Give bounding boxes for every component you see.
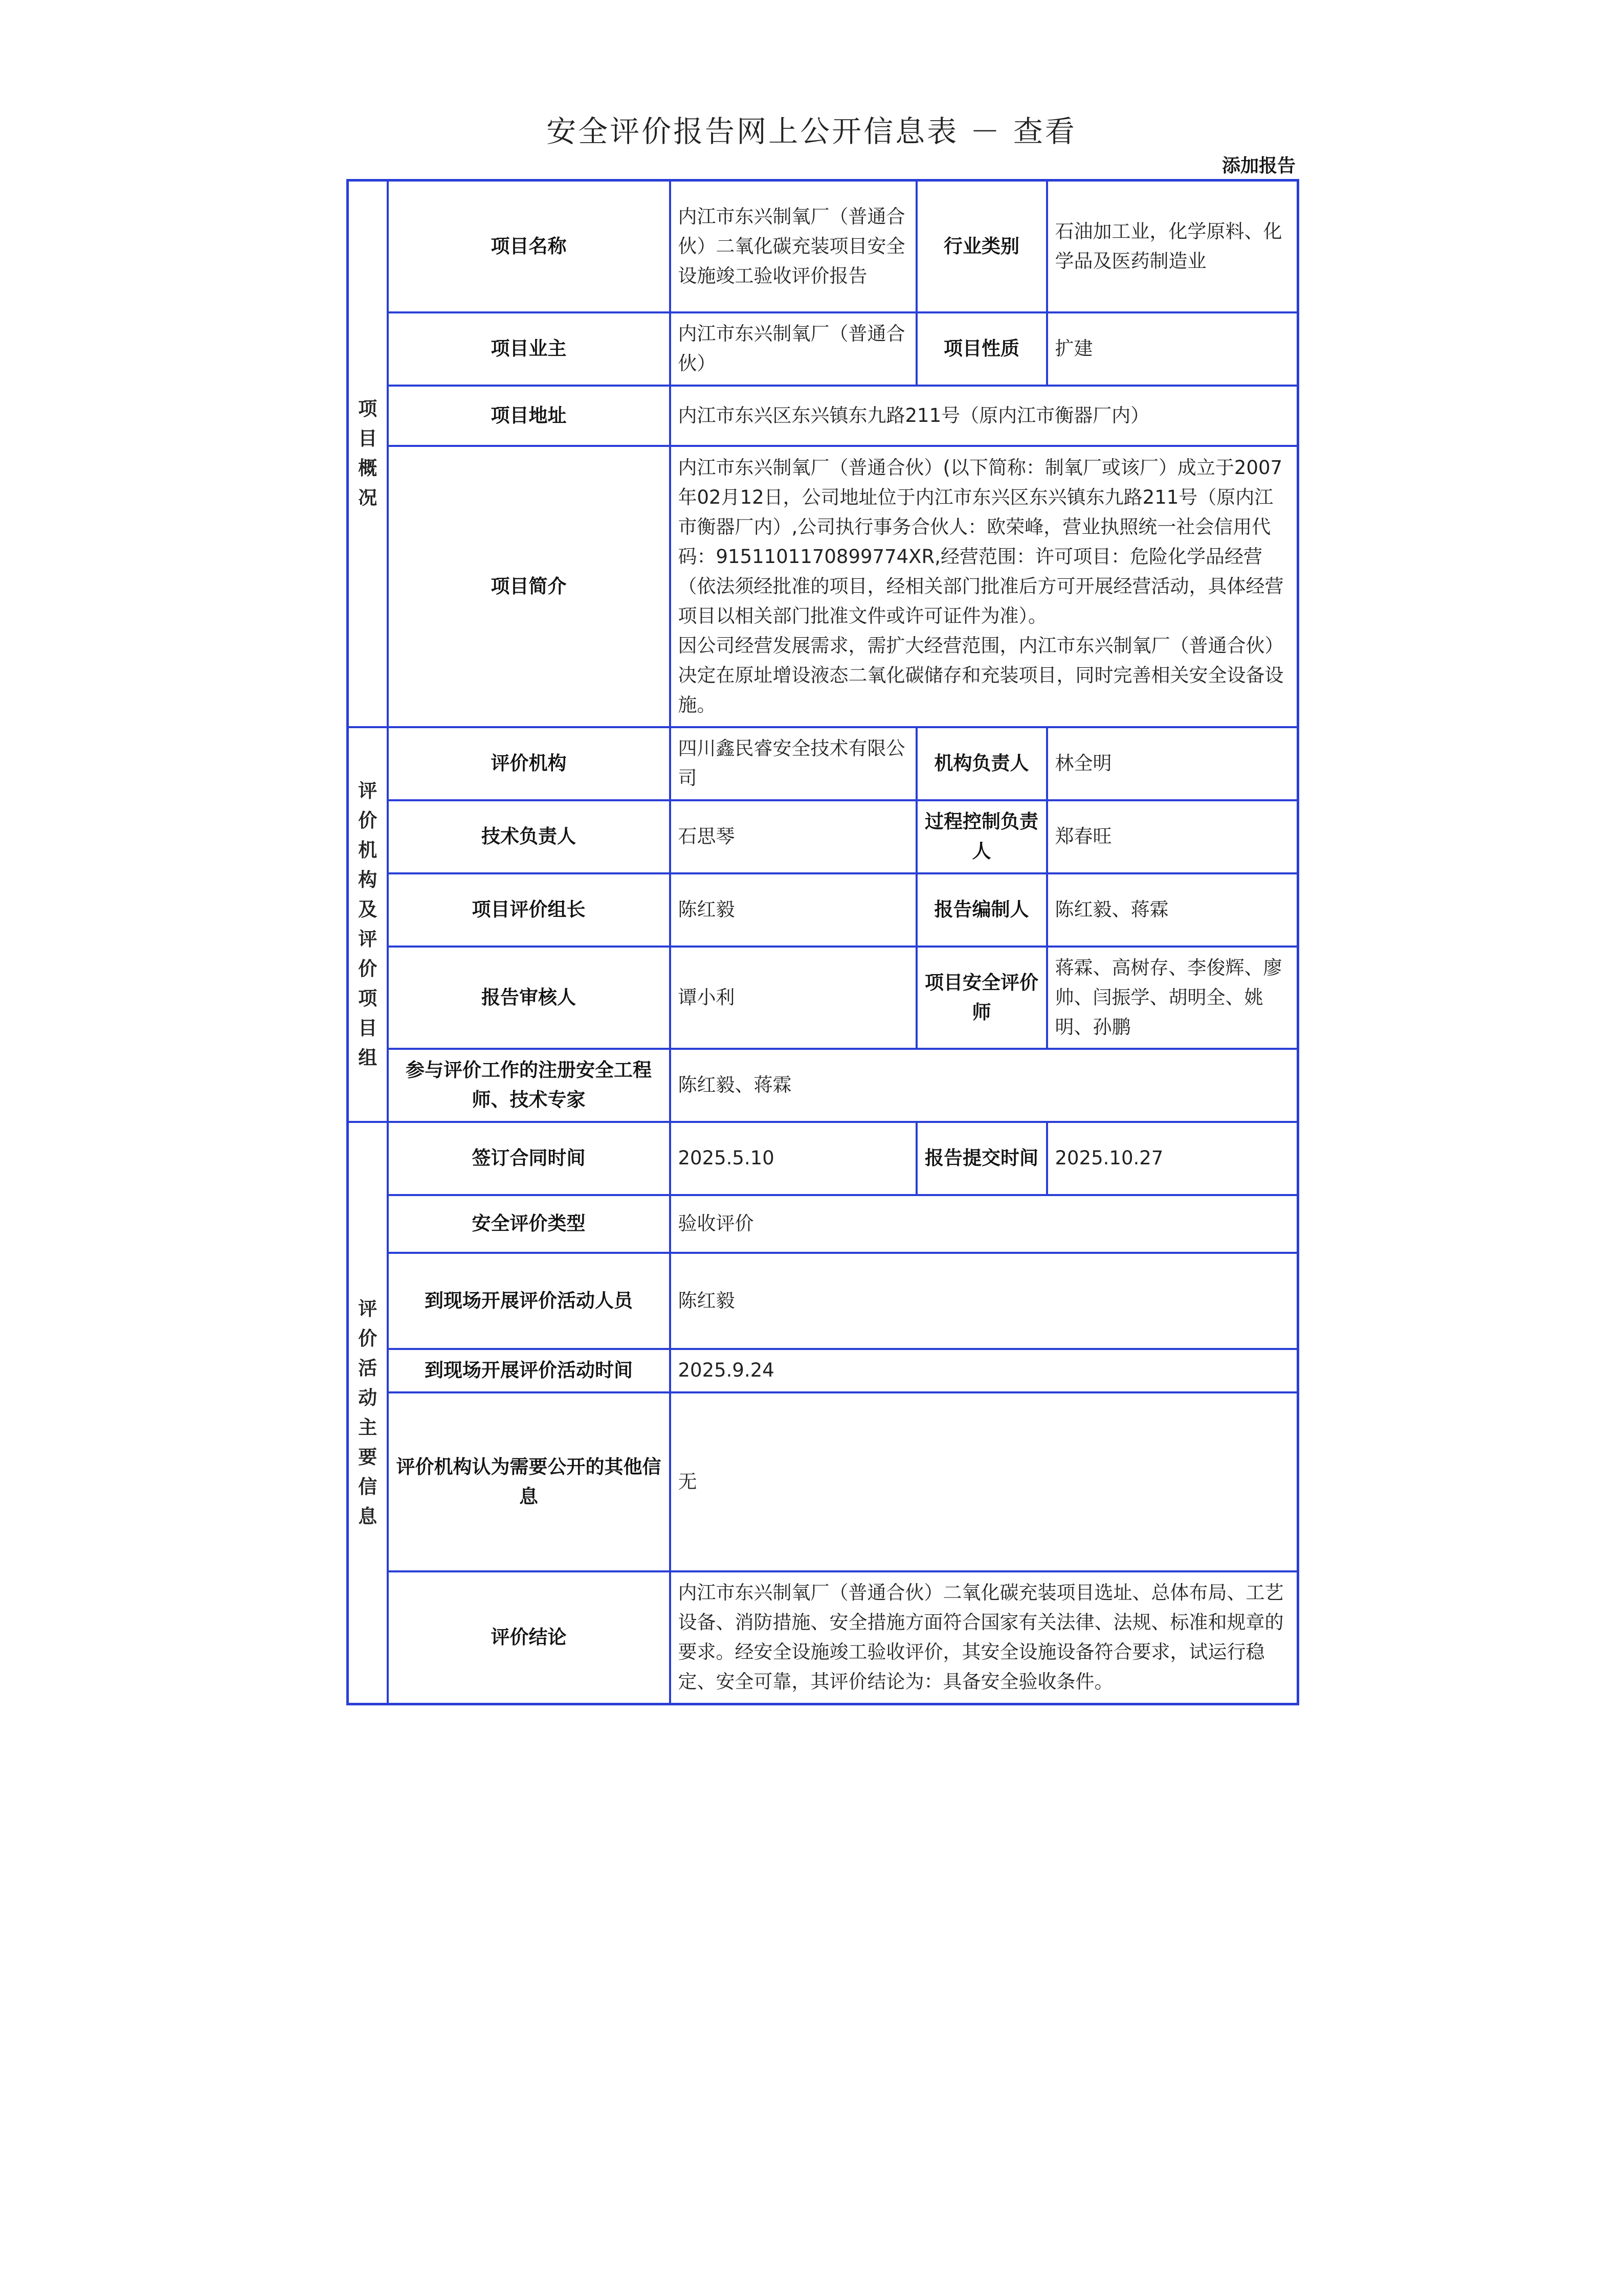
- section-eval-team: 评价机构及评价项目组: [348, 727, 388, 1122]
- row-project-address: [348, 386, 1298, 446]
- intro-paragraph-1: 内江市东兴制氧厂（普通合伙）(以下简称：制氧厂或该厂）成立于2007年02月12日，公司地址位于内江市东兴区东兴镇东九路211号（原内江市衡器厂内）,公司执行事务合伙人：欧荣峰，营业执照统一社会信用代码：9151101170899774XR,经营范围：许可项目：危险化学品经营（依法须经批准的项目，经相关部门批准后方可开展经营活动，具体经营项目以相关部门批准文件或许可证件为准）。: [678, 456, 1284, 627]
- site-date-label: 到现场开展评价活动时间: [388, 1349, 670, 1392]
- nature-label: 项目性质: [917, 312, 1047, 386]
- process-head-value: 郑春旺: [1047, 800, 1298, 873]
- row-engineers: [348, 1049, 1298, 1122]
- row-team-leader: [348, 873, 1298, 947]
- row-site-staff: [348, 1253, 1298, 1349]
- site-staff-value: 陈红毅: [670, 1253, 1298, 1349]
- row-project-intro: [348, 446, 1298, 727]
- submit-date-value: 2025.10.27: [1047, 1122, 1298, 1195]
- row-other-info: [348, 1392, 1298, 1571]
- eval-type-label: 安全评价类型: [388, 1195, 670, 1253]
- eval-type-value: 验收评价: [670, 1195, 1298, 1253]
- industry-label: 行业类别: [917, 181, 1047, 312]
- row-site-date: [348, 1349, 1298, 1392]
- tech-head-value: 石思琴: [670, 800, 917, 873]
- site-date-value: 2025.9.24: [670, 1349, 1298, 1392]
- add-report-link[interactable]: 添加报告: [1221, 155, 1296, 176]
- contract-date-label: 签订合同时间: [388, 1122, 670, 1195]
- conclusion-label: 评价结论: [388, 1571, 670, 1704]
- nature-value: 扩建: [1047, 312, 1298, 386]
- project-name-label: 项目名称: [388, 181, 670, 312]
- page-title: 安全评价报告网上公开信息表 － 查看: [546, 114, 1077, 149]
- author-label: 报告编制人: [917, 873, 1047, 947]
- org-label: 评价机构: [388, 727, 670, 800]
- intro-label: 项目简介: [388, 446, 670, 727]
- section-project-overview: 项目概况: [348, 181, 388, 727]
- reviewer-value: 谭小利: [670, 947, 917, 1049]
- engineers-label: 参与评价工作的注册安全工程师、技术专家: [388, 1049, 670, 1122]
- section-eval-activity: 评价活动主要信息: [348, 1122, 388, 1704]
- row-conclusion: [348, 1571, 1298, 1704]
- info-table: [346, 179, 1299, 1705]
- industry-value: 石油加工业，化学原料、化学品及医药制造业: [1047, 181, 1298, 312]
- intro-value: [670, 446, 1298, 727]
- row-eval-org: [348, 727, 1298, 800]
- author-value: 陈红毅、蒋霖: [1047, 873, 1298, 947]
- assessors-value: 蒋霖、高树存、李俊辉、廖帅、闫振学、胡明全、姚明、孙鹏: [1047, 947, 1298, 1049]
- row-eval-type: [348, 1195, 1298, 1253]
- tech-head-label: 技术负责人: [388, 800, 670, 873]
- team-leader-value: 陈红毅: [670, 873, 917, 947]
- site-staff-label: 到现场开展评价活动人员: [388, 1253, 670, 1349]
- contract-date-value: 2025.5.10: [670, 1122, 917, 1195]
- owner-value: 内江市东兴制氧厂（普通合伙）: [670, 312, 917, 386]
- submit-date-label: 报告提交时间: [917, 1122, 1047, 1195]
- org-head-value: 林全明: [1047, 727, 1298, 800]
- conclusion-value: 内江市东兴制氧厂（普通合伙）二氧化碳充装项目选址、总体布局、工艺设备、消防措施、安全措施方面符合国家有关法律、法规、标准和规章的要求。经安全设施竣工验收评价，其安全设施设备符合要求，试运行稳定、安全可靠，其评价结论为：具备安全验收条件。: [670, 1571, 1298, 1704]
- address-label: 项目地址: [388, 386, 670, 446]
- intro-paragraph-2: 因公司经营发展需求，需扩大经营范围，内江市东兴制氧厂（普通合伙）决定在原址增设液态二氧化碳储存和充装项目，同时完善相关安全设备设施。: [678, 634, 1284, 716]
- reviewer-label: 报告审核人: [388, 947, 670, 1049]
- row-reviewer: [348, 947, 1298, 1049]
- other-info-value: 无: [670, 1392, 1298, 1571]
- engineers-value: 陈红毅、蒋霖: [670, 1049, 1298, 1122]
- process-head-label: 过程控制负责人: [917, 800, 1047, 873]
- org-value: 四川鑫民睿安全技术有限公司: [670, 727, 917, 800]
- row-project-name: [348, 181, 1298, 312]
- row-tech-head: [348, 800, 1298, 873]
- row-project-owner: [348, 312, 1298, 386]
- org-head-label: 机构负责人: [917, 727, 1047, 800]
- owner-label: 项目业主: [388, 312, 670, 386]
- address-value: 内江市东兴区东兴镇东九路211号（原内江市衡器厂内）: [670, 386, 1298, 446]
- row-contract-date: [348, 1122, 1298, 1195]
- assessors-label: 项目安全评价师: [917, 947, 1047, 1049]
- project-name-value: 内江市东兴制氧厂（普通合伙）二氧化碳充装项目安全设施竣工验收评价报告: [670, 181, 917, 312]
- other-info-label: 评价机构认为需要公开的其他信息: [388, 1392, 670, 1571]
- team-leader-label: 项目评价组长: [388, 873, 670, 947]
